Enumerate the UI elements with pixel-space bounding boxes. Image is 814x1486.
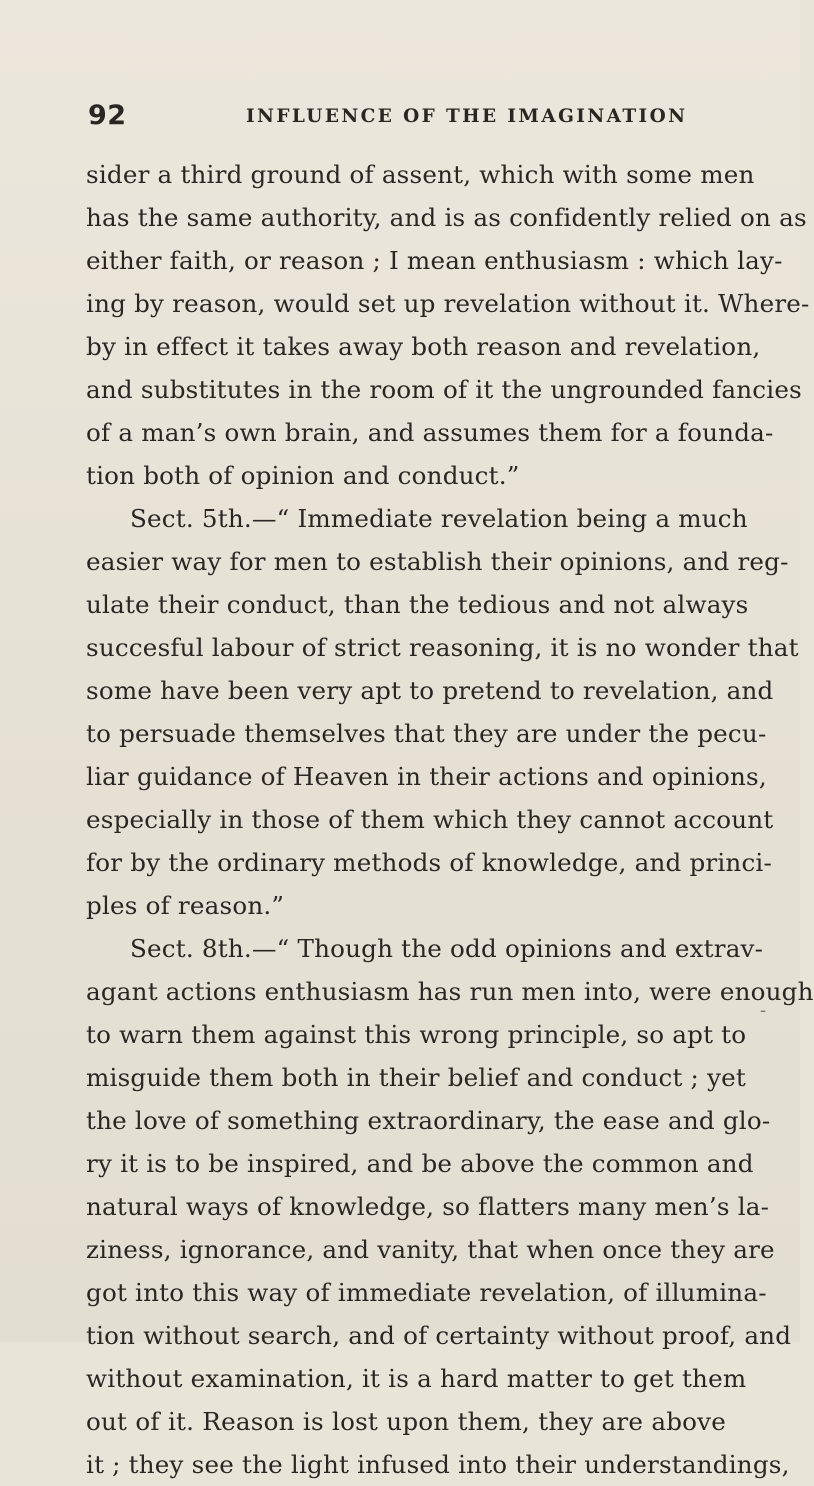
- margin-mark: -: [760, 1000, 767, 1021]
- text-line: to persuade themselves that they are under the pecu-: [86, 719, 767, 748]
- page-number: 92: [88, 100, 127, 131]
- text-line: out of it. Reason is lost upon them, they are above: [86, 1407, 726, 1436]
- text-line: natural ways of knowledge, so flatters many men’s la-: [86, 1192, 770, 1221]
- text-line: has the same authority, and is as confidently relied on as: [86, 203, 807, 232]
- text-line: Sect. 5th.—“ Immediate revelation being a much: [130, 504, 748, 533]
- text-line: ples of reason.”: [86, 891, 285, 920]
- text-line: and substitutes in the room of it the ungrounded fancies: [86, 375, 802, 404]
- text-line: got into this way of immediate revelation, of illumina-: [86, 1278, 767, 1307]
- text-line: tion without search, and of certainty without proof, and: [86, 1321, 792, 1350]
- running-title: INFLUENCE OF THE IMAGINATION: [246, 106, 688, 127]
- text-line: to warn them against this wrong principle, so apt to: [86, 1020, 747, 1049]
- text-line: ing by reason, would set up revelation without it. Where-: [86, 289, 810, 318]
- text-line: of a man’s own brain, and assumes them for a founda-: [86, 418, 774, 447]
- text-line: without examination, it is a hard matter to get them: [86, 1364, 747, 1393]
- text-line: especially in those of them which they cannot account: [86, 805, 774, 834]
- text-line: some have been very apt to pretend to revelation, and: [86, 676, 774, 705]
- text-line: for by the ordinary methods of knowledge, and princi-: [86, 848, 773, 877]
- text-line: sider a third ground of assent, which with some men: [86, 160, 755, 189]
- text-line: Sect. 8th.—“ Though the odd opinions and extrav-: [130, 934, 764, 963]
- body-text: [86, 153, 814, 1486]
- text-line: misguide them both in their belief and conduct ; yet: [86, 1063, 746, 1092]
- text-line: liar guidance of Heaven in their actions and opinions,: [86, 762, 767, 791]
- text-line: succesful labour of strict reasoning, it is no wonder that: [86, 633, 799, 662]
- page-header: [88, 100, 728, 136]
- text-line: it ; they see the light infused into their understandings,: [86, 1450, 790, 1479]
- text-line: either faith, or reason ; I mean enthusiasm : which lay-: [86, 246, 783, 275]
- text-line: ry it is to be inspired, and be above the common and: [86, 1149, 754, 1178]
- text-line: by in effect it takes away both reason and revelation,: [86, 332, 761, 361]
- text-line: easier way for men to establish their opinions, and reg-: [86, 547, 789, 576]
- text-line: agant actions enthusiasm has run men into, were enough: [86, 977, 814, 1006]
- text-line: ulate their conduct, than the tedious and not always: [86, 590, 749, 619]
- text-line: ziness, ignorance, and vanity, that when once they are: [86, 1235, 775, 1264]
- text-line: tion both of opinion and conduct.”: [86, 461, 520, 490]
- text-line: the love of something extraordinary, the ease and glo-: [86, 1106, 771, 1135]
